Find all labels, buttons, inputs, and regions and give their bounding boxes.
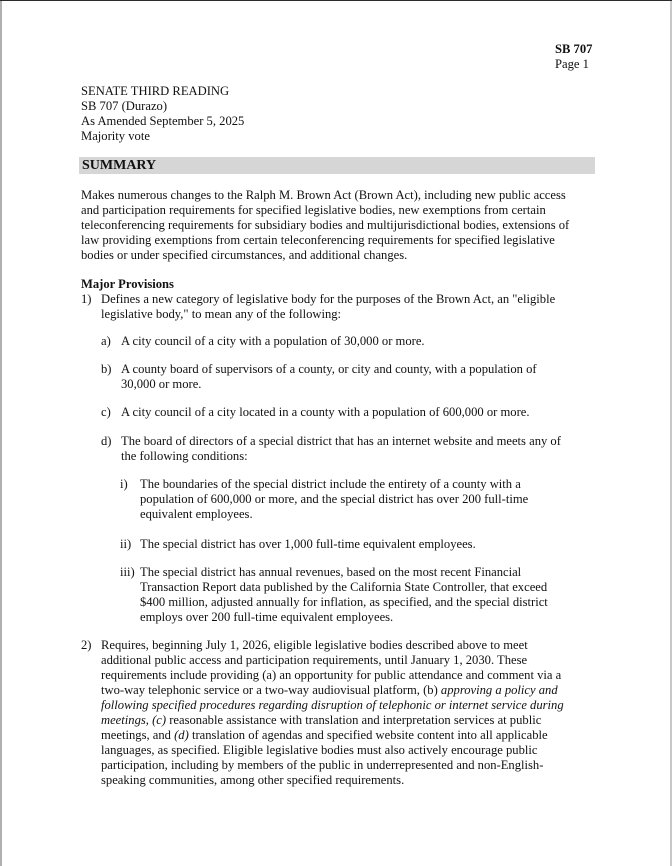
reading-title: SENATE THIRD READING	[81, 84, 230, 98]
sub-item-line: the following conditions:	[121, 449, 248, 463]
summary-heading: SUMMARY	[82, 158, 157, 173]
sub-sub-item-line: The boundaries of the special district include the entirety of a county with a	[140, 477, 521, 491]
sub-sub-item-line: equivalent employees.	[140, 507, 253, 521]
provision-line: Requires, beginning July 1, 2026, eligible legislative bodies described above to meet	[101, 638, 528, 652]
provision-line: speaking communities, among other specified requirements.	[101, 773, 405, 787]
text-run: translation of agendas and specified website content into all applicable	[188, 728, 548, 742]
summary-line: bodies or under specified circumstances, and additional changes.	[81, 248, 408, 262]
summary-heading-bar	[79, 157, 595, 174]
sub-sub-item-line: The special district has annual revenues, based on the most recent Financial	[140, 565, 522, 579]
provision-line: languages, as specified. Eligible legislative bodies must also actively encourage public	[101, 743, 538, 757]
provision-line	[101, 683, 601, 698]
provision-line	[101, 728, 601, 743]
italic-text-run: approving a policy and	[440, 683, 558, 697]
amended-date: As Amended September 5, 2025	[81, 114, 245, 128]
list-marker: b)	[101, 362, 112, 376]
provision-line: participation, including by members of the public in underrepresented and non-English-	[101, 758, 544, 772]
summary-paragraph	[81, 188, 593, 263]
provision-line: requirements include providing (a) an opportunity for public attendance and comment via a	[101, 668, 562, 682]
list-marker: a)	[101, 334, 111, 348]
summary-line: teleconferencing requirements for subsidiary bodies and multijurisdictional bodies, extensions of	[81, 218, 570, 232]
sub-sub-item-line: The special district has over 1,000 full-time equivalent employees.	[140, 537, 476, 551]
summary-line: law providing exemptions from certain teleconferencing requirements for specified legislative	[81, 233, 555, 247]
text-run: meetings, and	[101, 728, 175, 742]
list-marker: c)	[101, 405, 111, 419]
text-run: two-way telephonic service or a two-way audiovisual platform, (b)	[101, 683, 441, 697]
sub-sub-item-line: employs over 200 full-time equivalent employees.	[140, 610, 394, 624]
provision-line: additional public access and participation requirements, until January 1, 2030. These	[101, 653, 528, 667]
bill-author: SB 707 (Durazo)	[81, 99, 168, 113]
list-marker: iii)	[120, 565, 135, 579]
summary-line: Makes numerous changes to the Ralph M. Brown Act (Brown Act), including new public access	[81, 188, 566, 202]
list-marker: ii)	[120, 537, 132, 551]
list-marker: 2)	[81, 638, 92, 652]
list-marker: 1)	[81, 292, 92, 306]
major-provisions-heading: Major Provisions	[81, 277, 174, 291]
sub-sub-item-line: Transaction Report data published by the California State Controller, that exceed	[140, 580, 548, 594]
vote-requirement: Majority vote	[81, 129, 150, 143]
provision-line	[101, 713, 601, 728]
provision-line: following specified procedures regarding disruption of telephonic or internet service during	[101, 698, 564, 712]
bill-info	[81, 84, 244, 144]
sub-item-line: A city council of a city with a population of 30,000 or more.	[121, 334, 425, 348]
list-marker: d)	[101, 434, 112, 448]
list-marker: i)	[120, 477, 128, 491]
sub-item-line: 30,000 or more.	[121, 377, 202, 391]
page-number: Page 1	[555, 57, 589, 71]
summary-line: and participation requirements for specified legislative bodies, new exemptions from certain	[81, 203, 546, 217]
bill-number: SB 707	[555, 42, 593, 56]
page-header-right	[555, 42, 635, 72]
italic-text-run: (d)	[174, 728, 189, 742]
sub-item-line: A city council of a city located in a county with a population of 600,000 or more.	[121, 405, 530, 419]
sub-sub-item-line: $400 million, adjusted annually for inflation, as specified, and the special district	[140, 595, 548, 609]
provision-line: Defines a new category of legislative body for the purposes of the Brown Act, an "eligible	[101, 292, 556, 306]
sub-item-line: The board of directors of a special district that has an internet website and meets any of	[121, 434, 561, 448]
sub-item-line: A county board of supervisors of a county, or city and county, with a population of	[121, 362, 537, 376]
text-run: reasonable assistance with translation and interpretation services at public	[166, 713, 542, 727]
italic-text-run: meetings, (c)	[101, 713, 167, 727]
provision-line: legislative body," to mean any of the following:	[101, 307, 342, 321]
sub-sub-item-line: population of 600,000 or more, and the special district has over 200 full-time	[140, 492, 529, 506]
